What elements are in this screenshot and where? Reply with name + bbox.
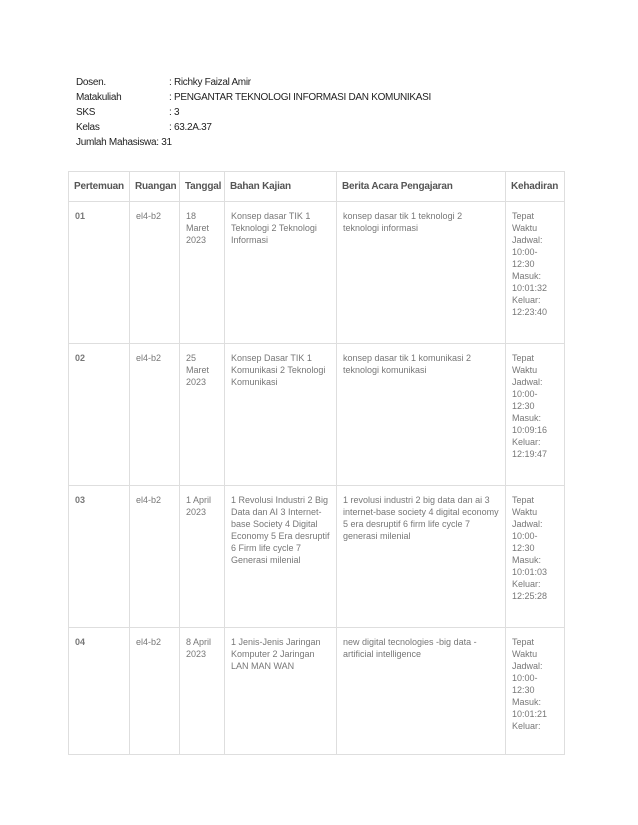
course-info [76, 75, 431, 150]
cell-ruangan: el4-b2 [130, 486, 180, 628]
cell-kehadiran: Tepat Waktu Jadwal: 10:00-12:30 Masuk: 10:01:21 Keluar: [506, 628, 565, 755]
cell-tanggal: 1 April 2023 [180, 486, 225, 628]
header-pertemuan: Pertemuan [69, 172, 130, 202]
cell-ruangan: el4-b2 [130, 344, 180, 486]
kelas-value: : 63.2A.37 [169, 122, 212, 133]
sks-row [76, 105, 431, 120]
table-row [69, 202, 565, 344]
cell-berita-acara: 1 revolusi industri 2 big data dan ai 3 internet-base society 4 digital economy 5 era desruptif 6 firm life cycle 7 generasi milenial [337, 486, 506, 628]
cell-kehadiran: Tepat Waktu Jadwal: 10:00-12:30 Masuk: 10:01:32 Keluar: 12:23:40 [506, 202, 565, 344]
table-header-row [69, 172, 565, 202]
cell-berita-acara: konsep dasar tik 1 teknologi 2 teknologi informasi [337, 202, 506, 344]
cell-bahan-kajian: 1 Jenis-Jenis Jaringan Komputer 2 Jaringan LAN MAN WAN [225, 628, 337, 755]
dosen-label: Dosen. [76, 77, 106, 88]
sks-label: SKS [76, 107, 96, 118]
header-tanggal: Tanggal [180, 172, 225, 202]
cell-ruangan: el4-b2 [130, 202, 180, 344]
cell-pertemuan: 01 [69, 202, 130, 344]
cell-bahan-kajian: 1 Revolusi Industri 2 Big Data dan AI 3 Internet-base Society 4 Digital Economy 5 Era desruptif 6 Firm life cycle 7 Generasi milenial [225, 486, 337, 628]
cell-berita-acara: konsep dasar tik 1 komunikasi 2 teknologi komunikasi [337, 344, 506, 486]
jumlah-label: Jumlah Mahasiswa [76, 137, 157, 148]
header-berita-acara: Berita Acara Pengajaran [337, 172, 506, 202]
header-ruangan: Ruangan [130, 172, 180, 202]
jumlah-row [76, 135, 431, 150]
cell-bahan-kajian: Konsep dasar TIK 1 Teknologi 2 Teknologi Informasi [225, 202, 337, 344]
header-bahan-kajian: Bahan Kajian [225, 172, 337, 202]
cell-pertemuan: 03 [69, 486, 130, 628]
cell-kehadiran: Tepat Waktu Jadwal: 10:00-12:30 Masuk: 10:01:03 Keluar: 12:25:28 [506, 486, 565, 628]
kelas-row [76, 120, 431, 135]
matakuliah-row [76, 90, 431, 105]
table-row [69, 628, 565, 755]
cell-tanggal: 18 Maret 2023 [180, 202, 225, 344]
cell-bahan-kajian: Konsep Dasar TIK 1 Komunikasi 2 Teknologi Komunikasi [225, 344, 337, 486]
cell-tanggal: 8 April 2023 [180, 628, 225, 755]
cell-pertemuan: 04 [69, 628, 130, 755]
table-row [69, 486, 565, 628]
cell-ruangan: el4-b2 [130, 628, 180, 755]
sks-value: : 3 [169, 107, 180, 118]
cell-kehadiran: Tepat Waktu Jadwal: 10:00-12:30 Masuk: 10:09:16 Keluar: 12:19:47 [506, 344, 565, 486]
dosen-row [76, 75, 431, 90]
cell-berita-acara: new digital tecnologies -big data -artificial intelligence [337, 628, 506, 755]
cell-tanggal: 25 Maret 2023 [180, 344, 225, 486]
header-kehadiran: Kehadiran [506, 172, 565, 202]
dosen-value: : Richky Faizal Amir [169, 77, 251, 88]
cell-pertemuan: 02 [69, 344, 130, 486]
jumlah-value: : 31 [156, 137, 172, 148]
kelas-label: Kelas [76, 122, 100, 133]
matakuliah-label: Matakuliah [76, 92, 122, 103]
matakuliah-value: : PENGANTAR TEKNOLOGI INFORMASI DAN KOMUNIKASI [169, 92, 431, 103]
attendance-table [68, 171, 565, 755]
table-row [69, 344, 565, 486]
